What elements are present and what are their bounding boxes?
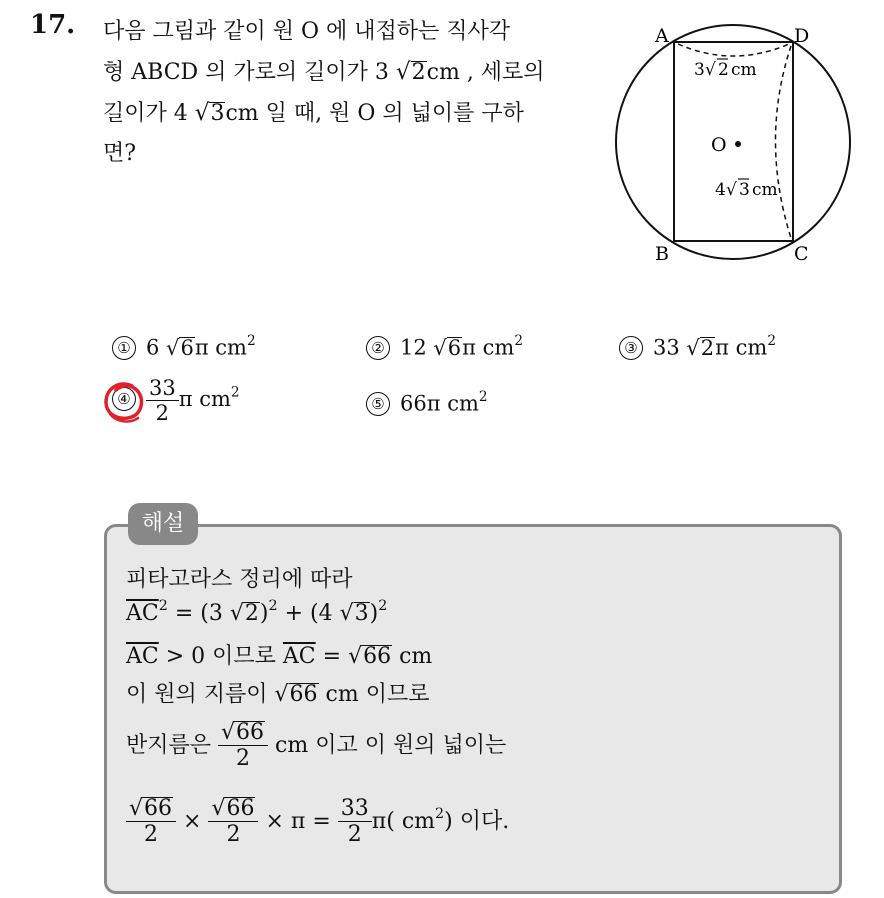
width-brace	[678, 44, 789, 56]
label-o: O	[711, 134, 727, 156]
question-line-3	[103, 93, 593, 134]
question-number: 17.	[30, 10, 76, 40]
label-d: D	[794, 25, 810, 47]
choice-1-coef: 6	[146, 335, 167, 360]
question-line-2	[103, 52, 593, 93]
choice-4-fraction: $\frac{33}{2}$	[146, 376, 179, 425]
sqrt-3: √3	[194, 100, 225, 126]
width-unit: cm	[731, 60, 757, 80]
center-dot	[735, 141, 741, 147]
label-c: C	[794, 243, 809, 265]
choice-4-rest: π cm	[178, 387, 231, 412]
choice-1-sqrt: √6	[166, 335, 194, 360]
height-sqrt-sign: √	[726, 180, 737, 200]
height-brace	[776, 46, 792, 238]
choice-2-sqrt: √6	[433, 335, 462, 360]
solution-line-1: 피타고라스 정리에 따라	[126, 567, 353, 592]
solution-line-4: 이 원의 지름이 √66 cm 이므로	[126, 682, 430, 707]
q-line3-a: 길이가 4	[103, 101, 195, 126]
choice-2-exp: 2	[514, 333, 524, 349]
choice-3-exp: 2	[767, 333, 777, 349]
choice-2-rest: π cm	[462, 335, 515, 360]
label-a: A	[655, 25, 669, 47]
choice-3[interactable]	[619, 333, 776, 360]
choice-1-rest: π cm	[194, 335, 247, 360]
choice-1-mark: ①	[112, 336, 136, 360]
question-line-4: 면?	[103, 141, 137, 166]
solution-badge: 해설	[128, 503, 198, 545]
choice-3-mark: ③	[619, 336, 643, 360]
choice-4-exp: 2	[230, 384, 240, 401]
choice-4-mark: ④	[112, 387, 136, 411]
q-line2-a: 형 ABCD 의 가로의 길이가 3	[103, 60, 396, 85]
height-unit: cm	[752, 180, 778, 200]
width-rad: 2	[718, 60, 729, 80]
choice-5-coef: 66	[400, 391, 427, 416]
choice-3-coef: 33	[653, 335, 687, 360]
question-text	[103, 12, 593, 174]
choice-1[interactable]	[112, 333, 256, 360]
choice-3-sqrt: √2	[686, 335, 715, 360]
choice-5-rest: π cm	[426, 391, 479, 416]
sqrt-2: √2	[395, 59, 426, 85]
q-line3-b: cm 일 때, 원 O 의 넓이를 구하	[225, 101, 524, 126]
circle-rectangle-figure	[600, 20, 870, 270]
choice-5[interactable]	[366, 389, 488, 416]
choice-3-rest: π cm	[715, 335, 768, 360]
question-line-1: 다음 그림과 같이 원 O 에 내접하는 직사각	[103, 19, 511, 44]
choice-5-exp: 2	[478, 389, 488, 405]
solution-line-5: 반지름은 $\frac{√66}{2}$ cm 이고 이 원의 넓이는	[126, 720, 507, 772]
choice-2-coef: 12	[400, 335, 434, 360]
height-coef: 4	[715, 180, 726, 200]
width-sqrt-sign: √	[705, 60, 716, 80]
solution-line-6: $\frac{√66}{2}$ × $\frac{√66}{2}$ × π = $\frac{33}{2}$ π( $cm^2$) 이다.	[126, 796, 509, 848]
choice-2-mark: ②	[366, 336, 390, 360]
answer-circle-mark	[102, 378, 148, 426]
choice-5-mark: ⑤	[366, 392, 390, 416]
choice-1-exp: 2	[246, 333, 256, 349]
label-b: B	[655, 243, 669, 265]
q-line2-b: cm , 세로의	[426, 60, 545, 85]
solution-line-2: $\overline{AC}^2 = (3$ √2)$^2$ + (4 √3)$^2$	[126, 598, 388, 626]
solution-line-3: $\overline{AC} > 0$ 이므로 $\overline{AC} = √66$ cm	[126, 644, 433, 669]
height-rad: 3	[739, 180, 750, 200]
choice-2[interactable]	[366, 333, 523, 360]
width-coef: 3	[694, 60, 705, 80]
